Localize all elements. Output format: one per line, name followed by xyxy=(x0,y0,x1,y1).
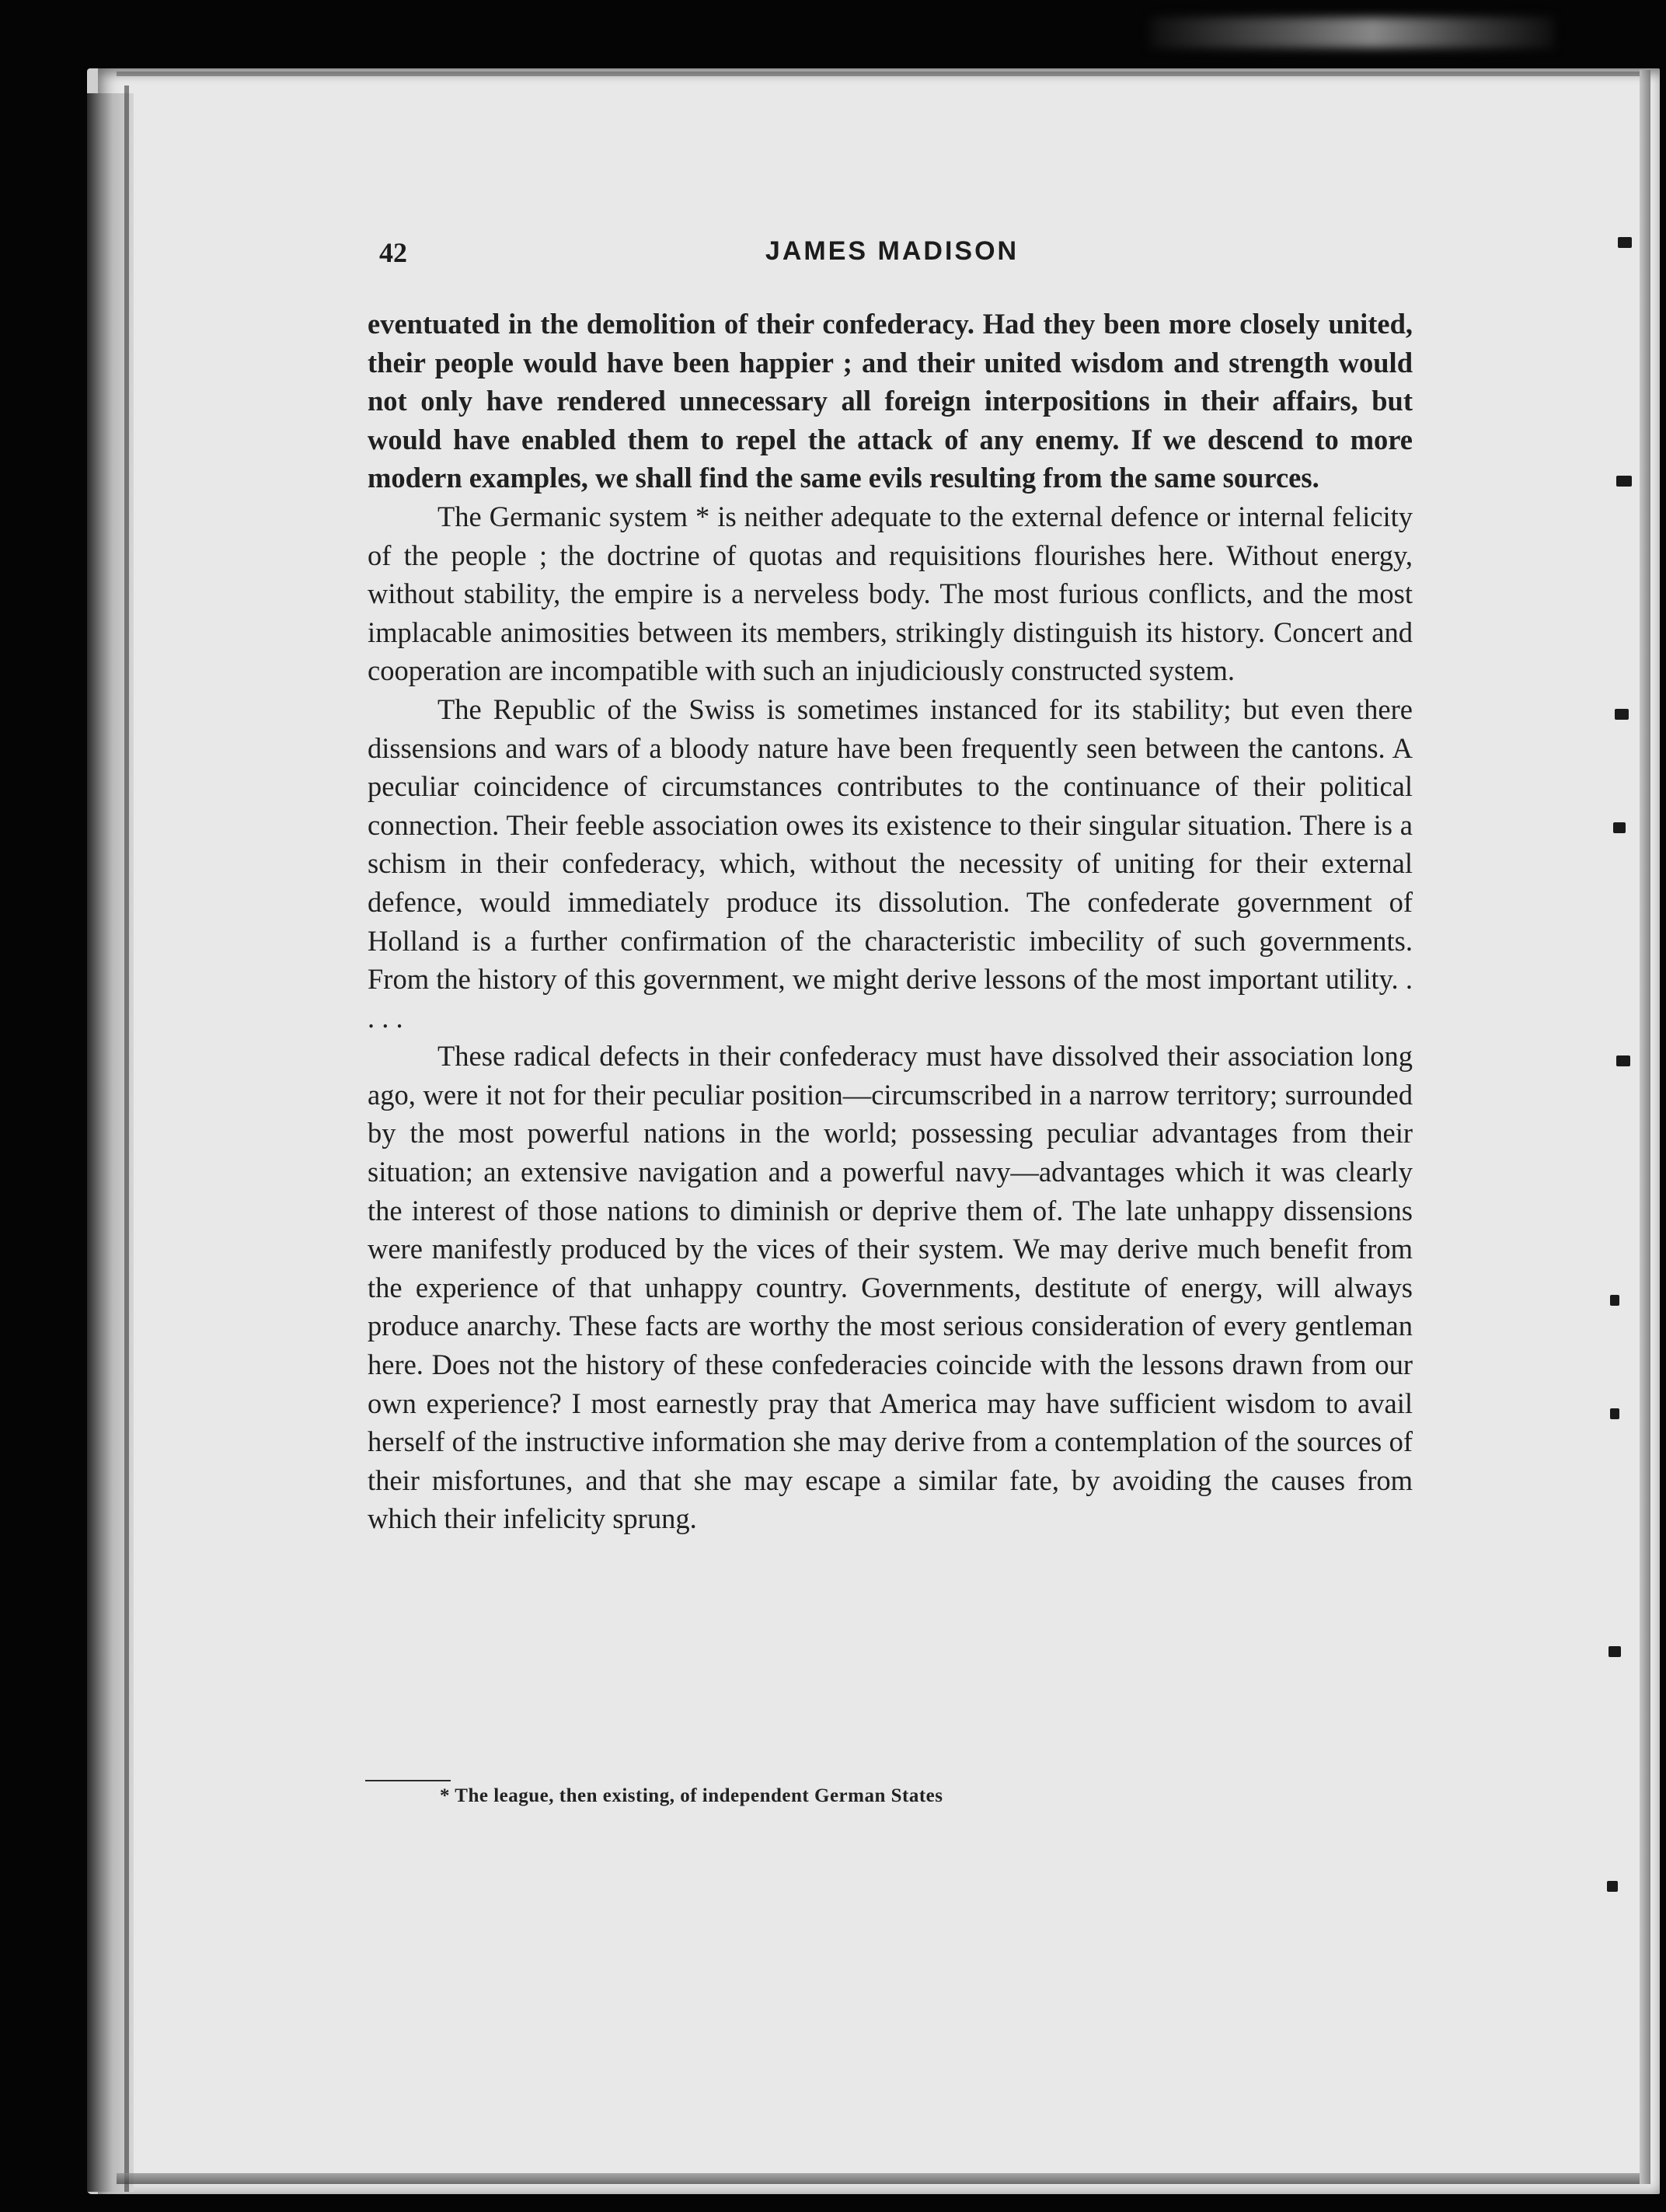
paragraph-4: These radical defects in their confederacy must have dissolved their association long ago, were it not for their peculiar position—circumscribed in a narrow territory; surrounded by the most powerful nations in the world; possessing peculiar advantages from their situation; an extensive navigation and a powerful navy—advantages which it was clearly the interest of those nations to diminish or deprive them of. The late unhappy dissensions were manifestly produced by the vices of their system. We may derive much benefit from the experience of that unhappy country. Governments, destitute of energy, will always produce anarchy. These facts are worthy the most serious consideration of every gentleman here. Does not the history of these confederacies coincide with the lessons drawn from our own experience? I most earnestly pray that America may have sufficient wisdom to avail herself of the instructive information she may derive from a contemplation of the sources of their misfortunes, and that she may escape a similar fate, by avoiding the causes from which their infelicity sprung. xyxy=(368,1040,1413,1535)
page-bottom-edge xyxy=(117,2173,1640,2184)
paragraph-2: The Germanic system * is neither adequate to the external defence or internal felicity of the people ; the doctrine of quotas and requisitions flourishes here. Without energy, without stability, the empire is a nerveless body. The most furious conflicts, and the most implacable animosities between its members, strikingly distinguish its history. Concert and cooperation are incompatible with such an injudiciously constructed system. xyxy=(368,500,1413,687)
scan-glare xyxy=(1150,17,1554,48)
margin-mark xyxy=(1608,1646,1621,1657)
body-text xyxy=(368,305,1413,1538)
margin-mark xyxy=(1618,237,1632,248)
margin-mark xyxy=(1610,1408,1619,1419)
page-top-edge xyxy=(117,72,1640,76)
paragraph-1: eventuated in the demolition of their confederacy. Had they been more closely united, their people would have been happier ; and their united wisdom and strength would not only have rendered unnecessary all foreign interpositions in their affairs, but would have enabled them to repel the attack of any enemy. If we descend to more modern examples, we shall find the same evils resulting from the same sources. xyxy=(368,308,1413,494)
page-header xyxy=(371,233,1413,277)
page-number: 42 xyxy=(379,237,407,268)
margin-mark xyxy=(1607,1881,1618,1892)
margin-mark xyxy=(1613,822,1626,833)
margin-mark xyxy=(1615,709,1629,720)
footnote-rule xyxy=(365,1780,451,1781)
running-head: JAMES MADISON xyxy=(765,236,1019,266)
page-right-edge xyxy=(1640,70,1650,2184)
margin-mark xyxy=(1616,476,1632,487)
binding-shadow xyxy=(124,85,129,2192)
paragraph-3: The Republic of the Swiss is sometimes instanced for its stability; but even there dissensions and wars of a bloody nature have been frequently seen between the cantons. A peculiar coincidence of circumstances contributes to the continuance of their political connection. Their feeble association owes its existence to their singular situation. There is a schism in their confederacy, which, without the necessity of uniting for their external defence, would immediately produce its dissolution. The confederate government of Holland is a further confirmation of the characteristic imbecility of such governments. From the history of this government, we might derive lessons of the most important utility. . . . . xyxy=(368,693,1413,1034)
margin-mark xyxy=(1616,1055,1630,1066)
footnote: * The league, then existing, of independent German States xyxy=(440,1785,943,1806)
margin-mark xyxy=(1610,1295,1619,1306)
